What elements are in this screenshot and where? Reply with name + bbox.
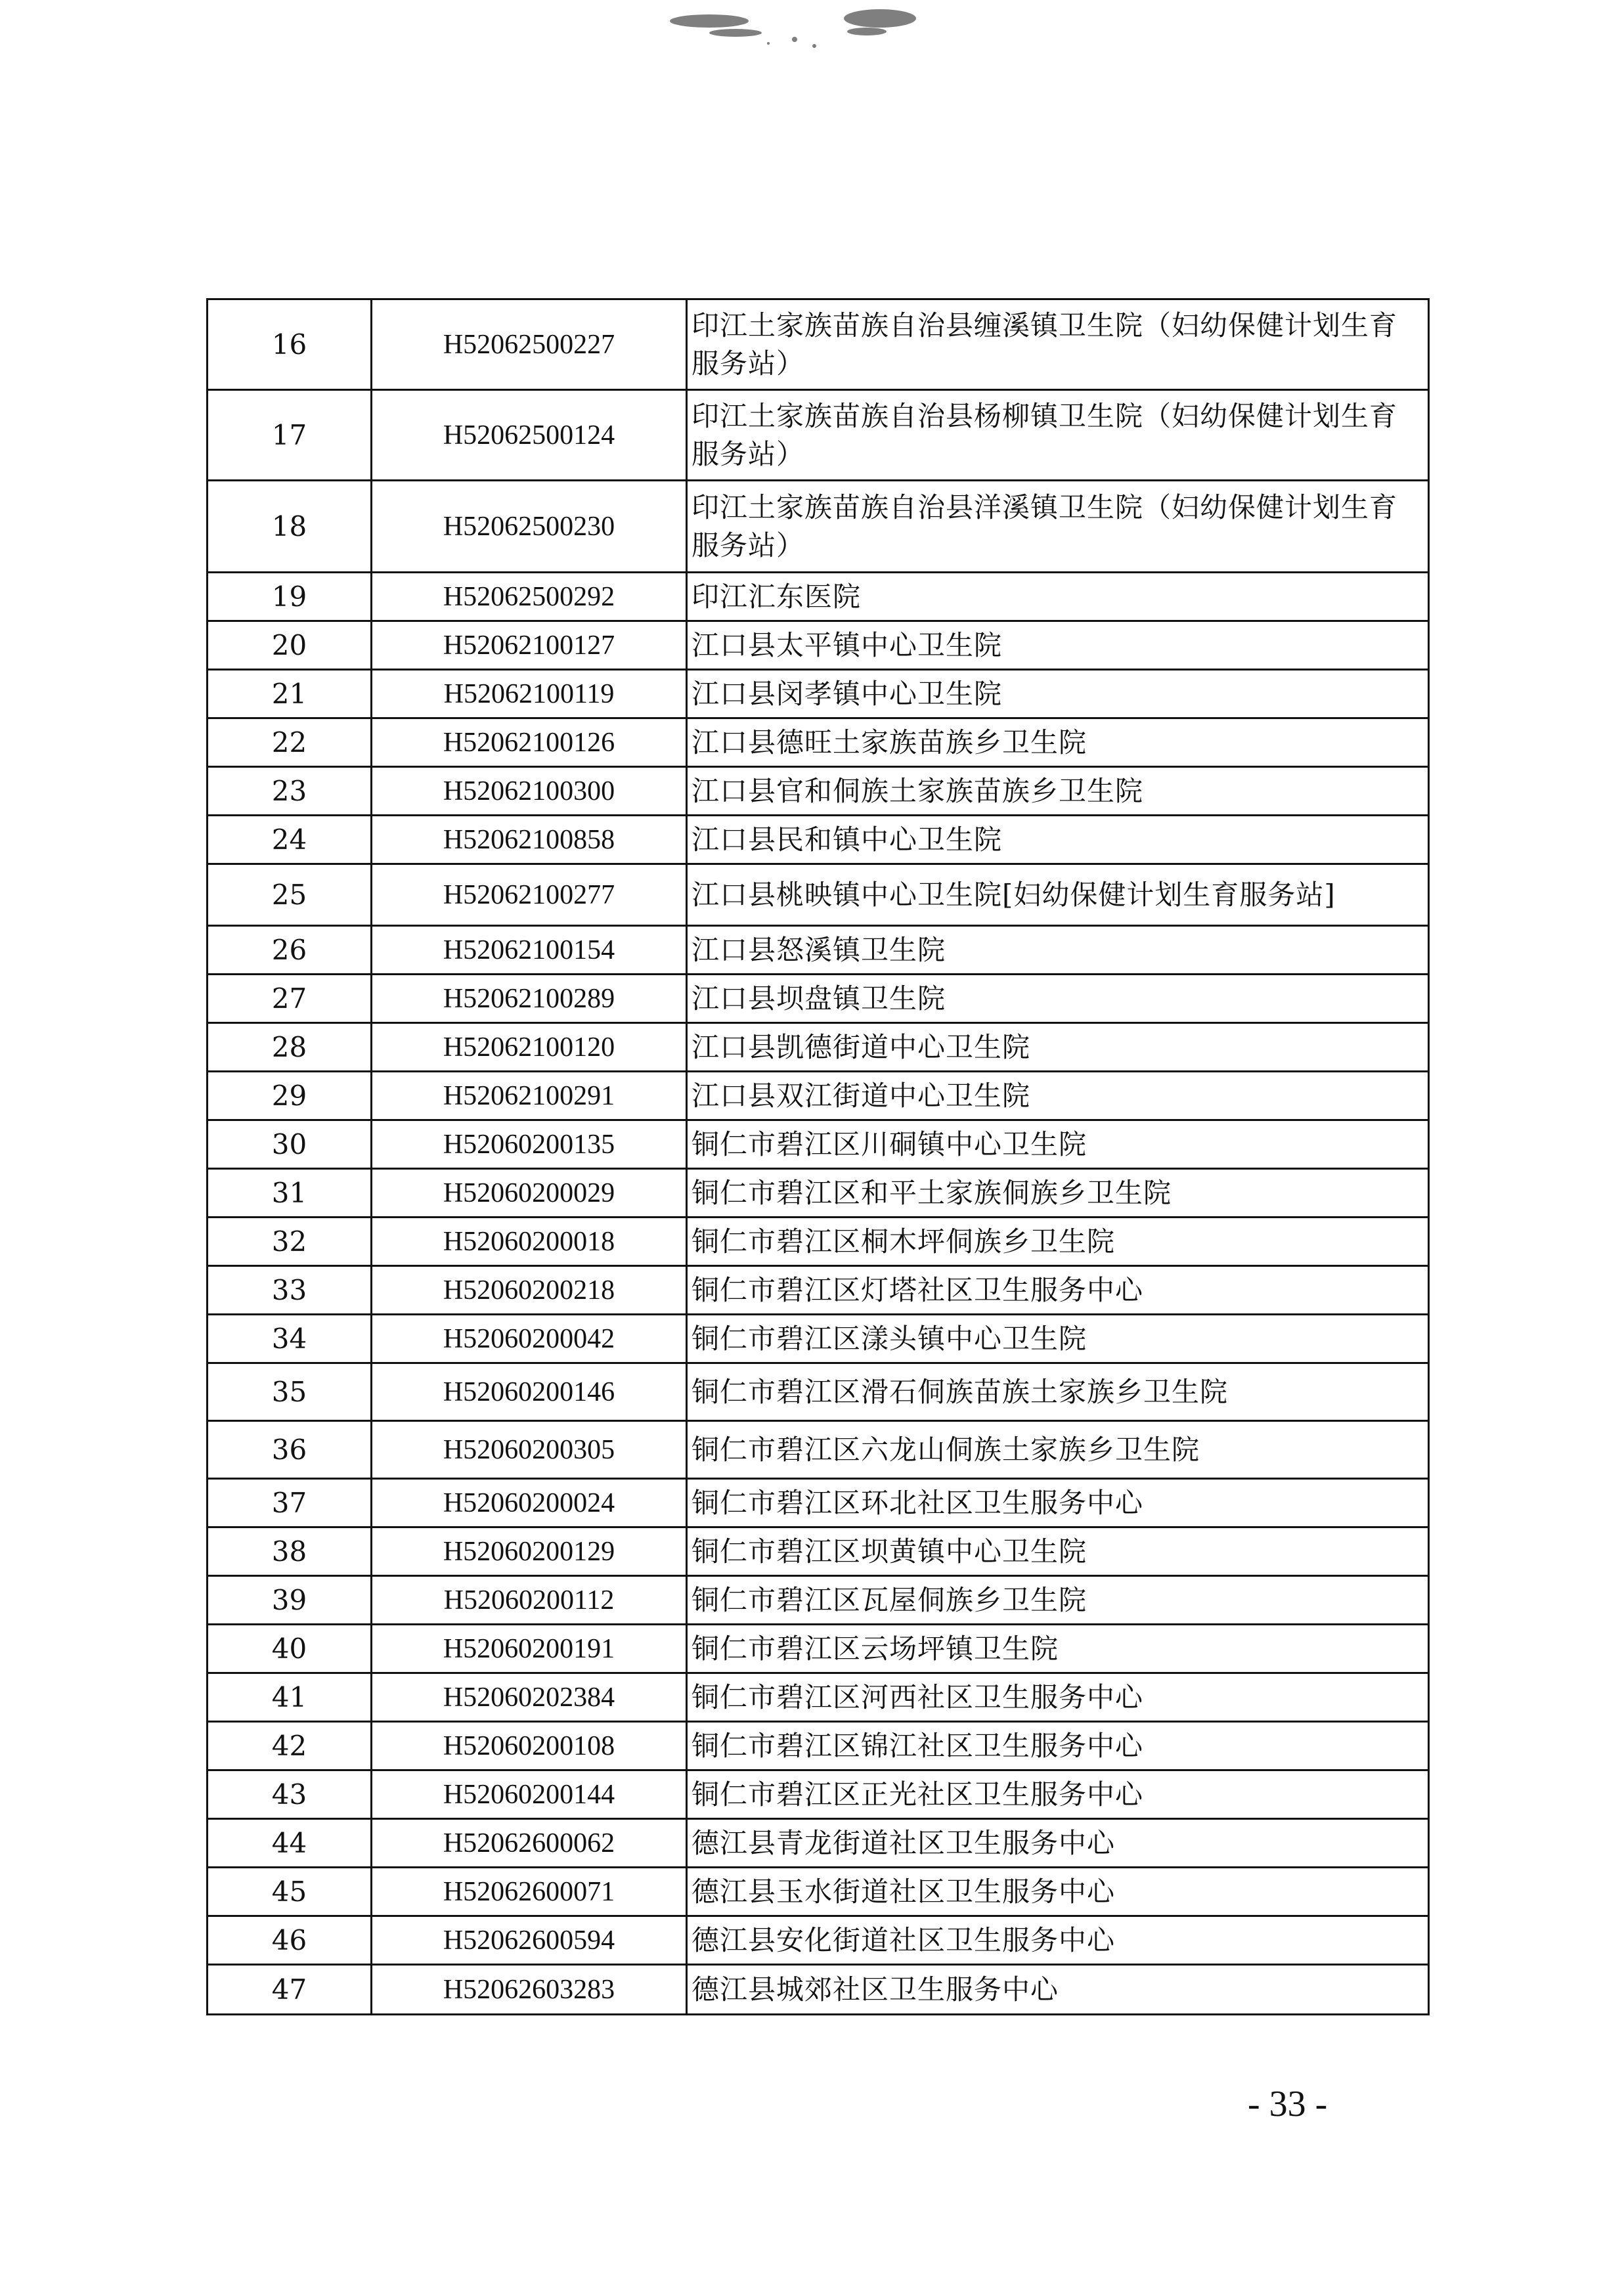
institution-code: H52060202384 [372,1673,687,1722]
table-row [208,481,1429,573]
row-number: 36 [208,1421,372,1479]
row-number: 26 [208,926,372,975]
table-row [208,299,1429,390]
institution-name: 铜仁市碧江区滑石侗族苗族土家族乡卫生院 [687,1363,1429,1421]
institution-name: 江口县双江街道中心卫生院 [687,1072,1429,1120]
institution-name: 江口县坝盘镇卫生院 [687,975,1429,1023]
institution-name: 印江汇东医院 [687,573,1429,621]
institution-code: H52060200144 [372,1770,687,1819]
row-number: 41 [208,1673,372,1722]
institution-name: 铜仁市碧江区桐木坪侗族乡卫生院 [687,1218,1429,1266]
institution-name: 江口县官和侗族土家族苗族乡卫生院 [687,767,1429,816]
institution-code: H52062600594 [372,1916,687,1965]
hospital-list-table [206,298,1430,2015]
row-number: 20 [208,621,372,670]
table-row [208,670,1429,718]
row-number: 17 [208,390,372,481]
institution-code: H52060200135 [372,1120,687,1169]
row-number: 21 [208,670,372,718]
row-number: 33 [208,1266,372,1315]
institution-name: 印江土家族苗族自治县杨柳镇卫生院（妇幼保健计划生育服务站） [687,390,1429,481]
institution-name: 铜仁市碧江区锦江社区卫生服务中心 [687,1722,1429,1770]
table-row [208,1218,1429,1266]
institution-code: H52060200042 [372,1315,687,1363]
institution-code: H52060200129 [372,1527,687,1576]
row-number: 16 [208,299,372,390]
row-number: 29 [208,1072,372,1120]
row-number: 30 [208,1120,372,1169]
institution-name: 铜仁市碧江区环北社区卫生服务中心 [687,1479,1429,1527]
institution-name: 江口县德旺土家族苗族乡卫生院 [687,718,1429,767]
institution-code: H52062500227 [372,299,687,390]
row-number: 40 [208,1625,372,1673]
institution-code: H52062100119 [372,670,687,718]
institution-code: H52062600062 [372,1819,687,1868]
institution-name: 江口县闵孝镇中心卫生院 [687,670,1429,718]
table-row [208,1819,1429,1868]
institution-name: 铜仁市碧江区河西社区卫生服务中心 [687,1673,1429,1722]
table-row [208,1120,1429,1169]
institution-name: 德江县青龙街道社区卫生服务中心 [687,1819,1429,1868]
row-number: 27 [208,975,372,1023]
table-row [208,975,1429,1023]
institution-name: 江口县民和镇中心卫生院 [687,816,1429,864]
institution-code: H52062600071 [372,1868,687,1916]
table-row [208,1673,1429,1722]
institution-name: 江口县桃映镇中心卫生院[妇幼保健计划生育服务站] [687,864,1429,926]
institution-code: H52062100289 [372,975,687,1023]
institution-name: 德江县玉水街道社区卫生服务中心 [687,1868,1429,1916]
row-number: 43 [208,1770,372,1819]
row-number: 39 [208,1576,372,1625]
institution-code: H52062100126 [372,718,687,767]
institution-code: H52062100154 [372,926,687,975]
table-row [208,767,1429,816]
table-row [208,1479,1429,1527]
table-row [208,1576,1429,1625]
institution-name: 印江土家族苗族自治县洋溪镇卫生院（妇幼保健计划生育服务站） [687,481,1429,573]
institution-code: H52062100277 [372,864,687,926]
row-number: 45 [208,1868,372,1916]
table-row [208,1916,1429,1965]
row-number: 47 [208,1965,372,2015]
table-row [208,864,1429,926]
institution-code: H52060200108 [372,1722,687,1770]
institution-code: H52062100120 [372,1023,687,1072]
institution-name: 德江县安化街道社区卫生服务中心 [687,1916,1429,1965]
row-number: 25 [208,864,372,926]
table-row [208,621,1429,670]
scan-noise-mark [663,0,952,59]
institution-code: H52062100127 [372,621,687,670]
row-number: 19 [208,573,372,621]
institution-code: H52060200305 [372,1421,687,1479]
table-row [208,1169,1429,1218]
institution-name: 铜仁市碧江区坝黄镇中心卫生院 [687,1527,1429,1576]
institution-name: 铜仁市碧江区瓦屋侗族乡卫生院 [687,1576,1429,1625]
table-row [208,1965,1429,2015]
row-number: 44 [208,1819,372,1868]
institution-name: 印江土家族苗族自治县缠溪镇卫生院（妇幼保健计划生育服务站） [687,299,1429,390]
table-row [208,1072,1429,1120]
institution-name: 铜仁市碧江区正光社区卫生服务中心 [687,1770,1429,1819]
institution-name: 铜仁市碧江区云场坪镇卫生院 [687,1625,1429,1673]
institution-code: H52062100300 [372,767,687,816]
institution-code: H52060200191 [372,1625,687,1673]
institution-code: H52060200146 [372,1363,687,1421]
row-number: 24 [208,816,372,864]
table-row [208,1363,1429,1421]
institution-name: 铜仁市碧江区灯塔社区卫生服务中心 [687,1266,1429,1315]
institution-code: H52062500292 [372,573,687,621]
institution-name: 铜仁市碧江区六龙山侗族土家族乡卫生院 [687,1421,1429,1479]
institution-name: 江口县怒溪镇卫生院 [687,926,1429,975]
institution-name: 德江县城郊社区卫生服务中心 [687,1965,1429,2015]
institution-code: H52060200018 [372,1218,687,1266]
row-number: 42 [208,1722,372,1770]
row-number: 37 [208,1479,372,1527]
row-number: 46 [208,1916,372,1965]
institution-code: H52060200024 [372,1479,687,1527]
table-row [208,1023,1429,1072]
institution-name: 铜仁市碧江区漾头镇中心卫生院 [687,1315,1429,1363]
table-row [208,1770,1429,1819]
table-row [208,1868,1429,1916]
row-number: 22 [208,718,372,767]
row-number: 34 [208,1315,372,1363]
row-number: 18 [208,481,372,573]
table-row [208,1527,1429,1576]
institution-name: 江口县太平镇中心卫生院 [687,621,1429,670]
table-row [208,718,1429,767]
table-row [208,816,1429,864]
row-number: 31 [208,1169,372,1218]
table-row [208,1722,1429,1770]
institution-code: H52062100291 [372,1072,687,1120]
institution-code: H52062603283 [372,1965,687,2015]
table-row [208,1315,1429,1363]
institution-name: 铜仁市碧江区川硐镇中心卫生院 [687,1120,1429,1169]
table-row [208,573,1429,621]
row-number: 28 [208,1023,372,1072]
institution-code: H52062500230 [372,481,687,573]
institution-code: H52060200029 [372,1169,687,1218]
institution-code: H52062100858 [372,816,687,864]
table-row [208,1421,1429,1479]
institution-name: 江口县凯德街道中心卫生院 [687,1023,1429,1072]
row-number: 32 [208,1218,372,1266]
row-number: 35 [208,1363,372,1421]
institution-code: H52062500124 [372,390,687,481]
row-number: 38 [208,1527,372,1576]
page-number: - 33 - [1248,2084,1328,2124]
institution-code: H52060200218 [372,1266,687,1315]
table-row [208,1625,1429,1673]
institution-code: H52060200112 [372,1576,687,1625]
table-row [208,390,1429,481]
row-number: 23 [208,767,372,816]
table-row [208,1266,1429,1315]
table-row [208,926,1429,975]
institution-name: 铜仁市碧江区和平土家族侗族乡卫生院 [687,1169,1429,1218]
